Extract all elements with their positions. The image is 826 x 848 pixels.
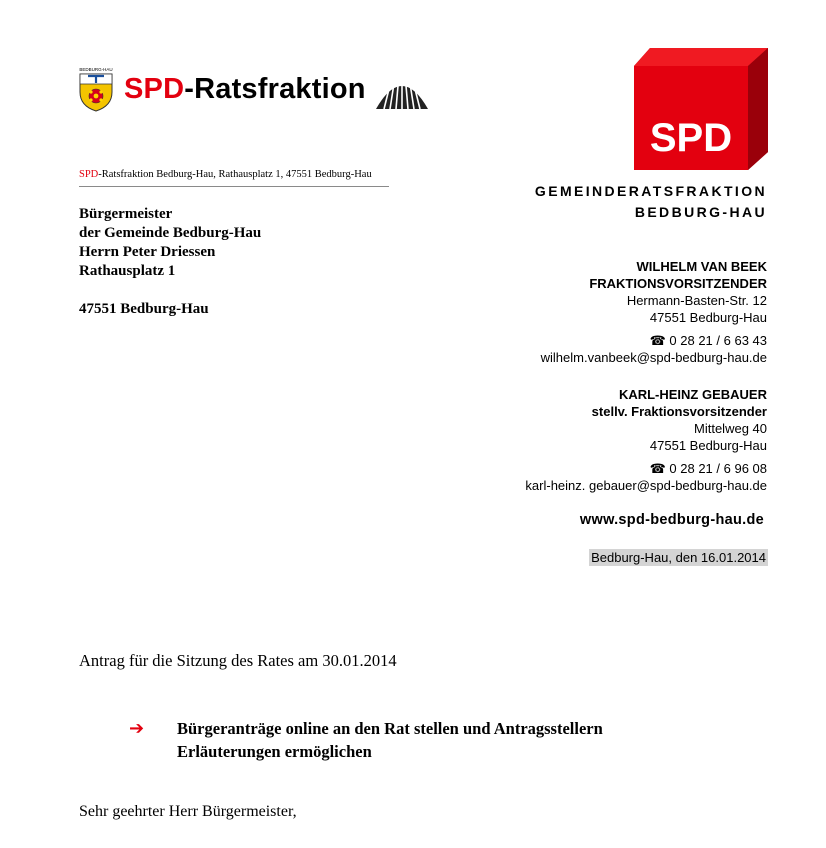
party-name: [124, 73, 366, 106]
arrow-right-icon: ➔: [129, 718, 145, 739]
recipient-line: Herrn Peter Driessen: [79, 244, 216, 260]
letter-subject: Antrag für die Sitzung des Rates am 30.01.2014: [79, 651, 397, 670]
website-link[interactable]: www.spd-bedburg-hau.de: [579, 512, 764, 528]
contact-email-link[interactable]: wilhelm.vanbeek@spd-bedburg-hau.de: [540, 350, 767, 365]
sender-rest: -Ratsfraktion Bedburg-Hau, Rathausplatz 1, 47551 Bedburg-Hau: [98, 169, 372, 180]
sender-address-line: [79, 169, 389, 187]
contact-role: FRAKTIONSVORSITZENDER: [589, 276, 767, 291]
recipient-line: [79, 281, 261, 300]
contact-phone: ☎ 0 28 21 / 6 63 43: [649, 333, 767, 348]
letterhead-logo-row: [78, 64, 430, 114]
party-name-prefix: SPD: [124, 72, 185, 105]
recipient-line: Rathausplatz 1: [79, 263, 176, 279]
fraktion-title: [535, 181, 767, 223]
proposal-title: [177, 717, 603, 763]
fraktion-title-line1: GEMEINDERATSFRAKTION: [534, 183, 767, 199]
contact-city: 47551 Bedburg-Hau: [649, 310, 767, 325]
recipient-line: 47551 Bedburg-Hau: [79, 301, 209, 317]
building-icon: [374, 67, 430, 111]
contact-city: 47551 Bedburg-Hau: [649, 438, 767, 453]
salutation: Sehr geehrter Herr Bürgermeister,: [79, 803, 297, 820]
contact-street: Mittelweg 40: [694, 421, 767, 436]
contact-phone: ☎ 0 28 21 / 6 96 08: [649, 461, 767, 476]
spd-cube-logo: [632, 48, 770, 172]
sender-prefix: SPD: [79, 169, 99, 180]
contact-block-chair: [541, 258, 767, 366]
contact-role: stellv. Fraktionsvorsitzender: [591, 404, 767, 419]
contact-name: WILHELM VAN BEEK: [636, 259, 767, 274]
proposal-title-line1: Bürgeranträge online an den Rat stellen und Antragsstellern: [177, 719, 603, 738]
party-name-suffix: -Ratsfraktion: [184, 72, 366, 105]
spd-cube-text: SPD: [649, 116, 733, 160]
recipient-line: der Gemeinde Bedburg-Hau: [79, 225, 262, 241]
recipient-address: [79, 205, 261, 319]
contact-block-deputy: [525, 386, 767, 494]
contact-street: Hermann-Basten-Str. 12: [626, 293, 767, 308]
fraktion-title-line2: BEDBURG-HAU: [634, 204, 767, 220]
coat-of-arms-caption: BEDBURG-HAU: [79, 67, 113, 72]
coat-of-arms-icon: [78, 66, 114, 112]
contact-email-link[interactable]: karl-heinz. gebauer@spd-bedburg-hau.de: [525, 478, 767, 493]
date-line: Bedburg-Hau, den 16.01.2014: [591, 550, 766, 565]
contact-name: KARL-HEINZ GEBAUER: [618, 387, 767, 402]
recipient-line: Bürgermeister: [79, 206, 173, 222]
proposal-title-line2: Erläuterungen ermöglichen: [177, 742, 372, 761]
